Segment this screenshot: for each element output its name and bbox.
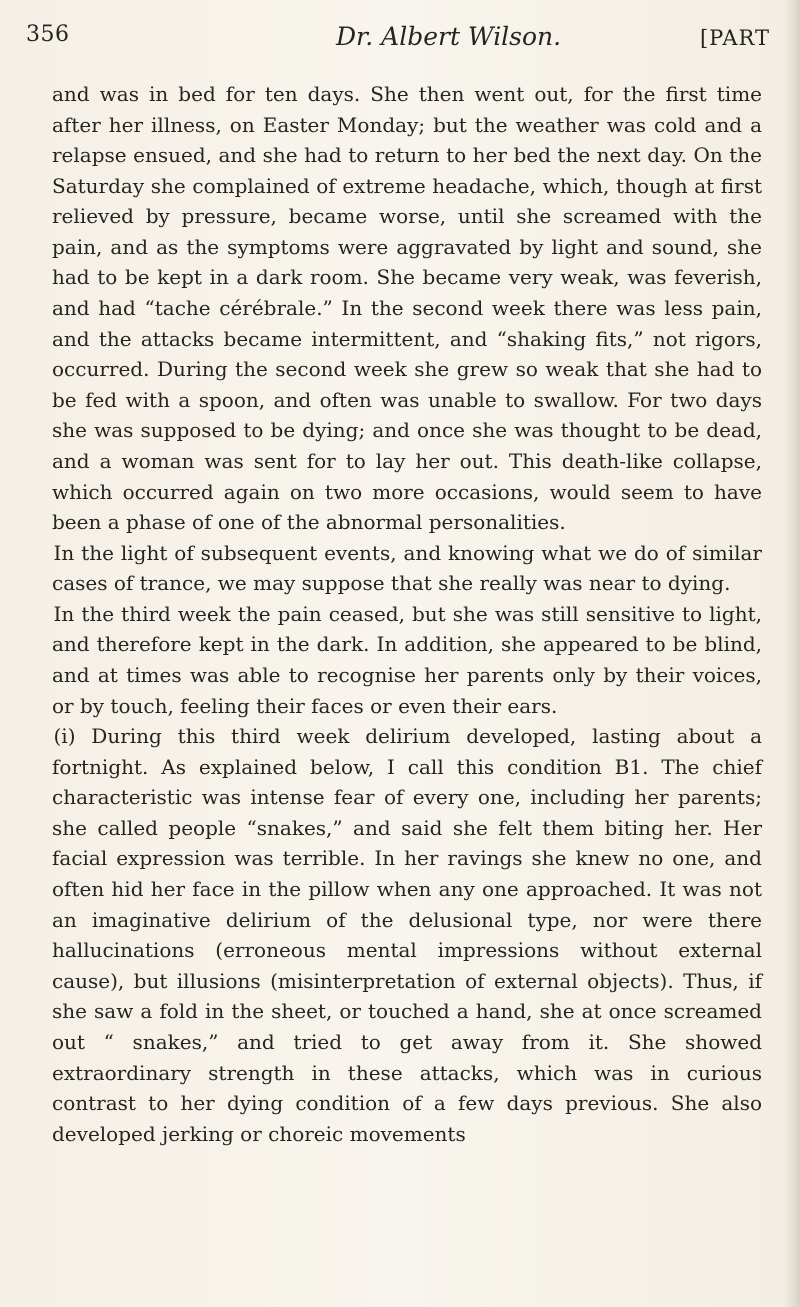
body-text: [52, 79, 762, 1149]
page-edge-shadow: [784, 0, 800, 1307]
page-number: 356: [26, 22, 70, 47]
part-label: [PART: [699, 26, 770, 50]
page-header: [26, 22, 774, 62]
paragraph-4: (i) During this third week delirium developed, lasting about a fortnight. As explained below, I call this condition B1. The chief characteristic was intense fear of every one, including her parents; she called people “snakes,” and said she felt them biting her. Her facial expression was terrible. In her ravings she knew no one, and often hid her face in the pillow when any one approached. It was not an imaginative delirium of the delusional type, nor were there hallucinations (erroneous mental impressions without external cause), but illusions (misinterpretation of external objects). Thus, if she saw a fold in the sheet, or touched a hand, she at once screamed out “ snakes,” and tried to get away from it. She showed extraordinary strength in these attacks, which was in curious contrast to her dying condition of a few days previous. She also developed jerking or choreic movements: [52, 724, 762, 1146]
paragraph-2: In the light of subsequent events, and knowing what we do of similar cases of trance, we may suppose that she really was near to dying.: [52, 540, 762, 596]
running-head: Dr. Albert Wilson.: [336, 22, 562, 51]
paragraph-1: and was in bed for ten days. She then went out, for the first time after her illness, on Easter Monday; but the weather was cold and a relapse ensued, and she had to return to her bed the next day. On the Saturday she complained of extreme headache, which, though at first relieved by pressure, became worse, until she screamed with the pain, and as the symptoms were aggravated by light and sound, she had to be kept in a dark room. She became very weak, was feverish, and had “tache cérébrale.” In the second week there was less pain, and the attacks became intermittent, and “shaking fits,” not rigors, occurred. During the second week she grew so weak that she had to be fed with a spoon, and often was unable to swallow. For two days she was supposed to be dying; and once she was thought to be dead, and a woman was sent for to lay her out. This death-like collapse, which occurred again on two more occasions, would seem to have been a phase of one of the abnormal personalities.: [52, 82, 762, 535]
paragraph-3: In the third week the pain ceased, but she was still sensitive to light, and therefore kept in the dark. In addition, she appeared to be blind, and at times was able to recognise her parents only by their voices, or by touch, feeling their faces or even their ears.: [52, 601, 762, 718]
